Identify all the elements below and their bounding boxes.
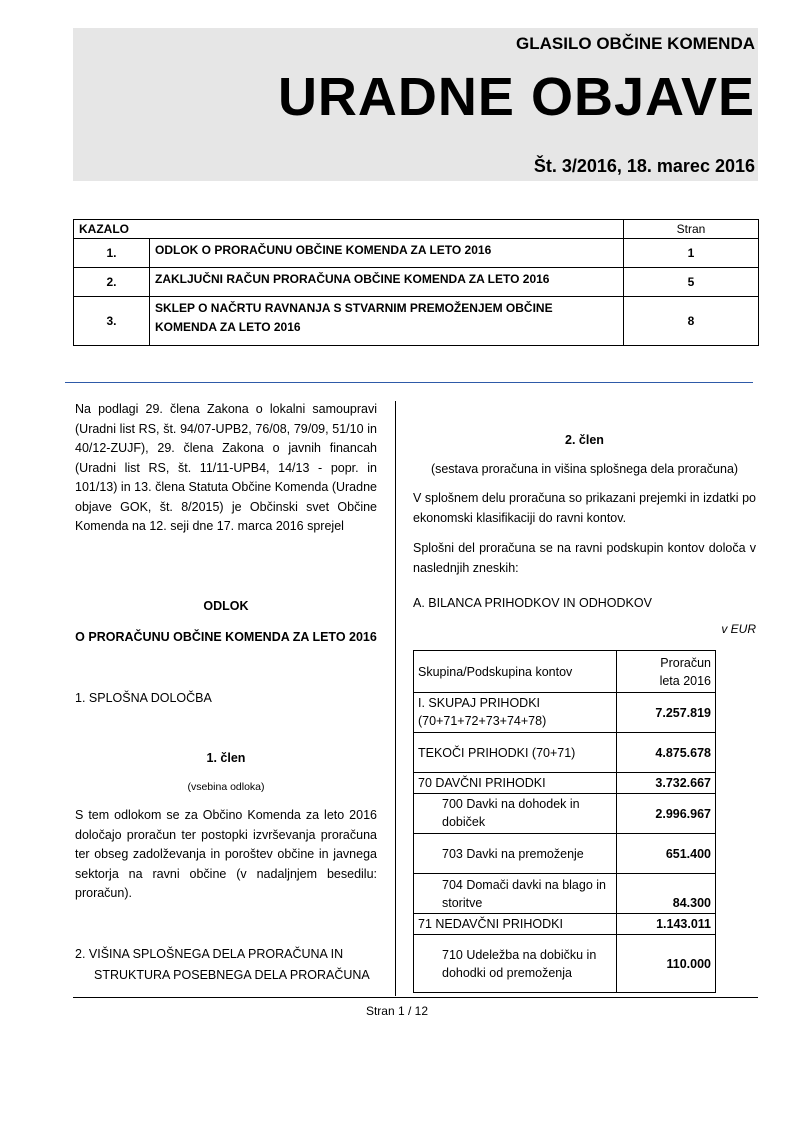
- row-label: TEKOČI PRIHODKI (70+71): [414, 733, 617, 773]
- bilanca-heading: A. BILANCA PRIHODKOV IN ODHODKOV: [413, 596, 652, 610]
- row-amount: 2.996.967: [617, 794, 716, 834]
- toc-item-number: 2.: [74, 268, 150, 297]
- toc-item-page: 5: [624, 268, 759, 297]
- column-header-budget-line: Proračun: [660, 655, 711, 670]
- row-label: 700 Davki na dohodek in dobiček: [414, 794, 617, 834]
- table-row: [414, 874, 716, 914]
- toc-item-title-line: SKLEP O NAČRTU RAVNANJA S STVARNIM PREMOŽENJEM OBČINE: [155, 301, 553, 315]
- article-2-paragraph-1: V splošnem delu proračuna so prikazani prejemki in izdatki po ekonomski klasifikaciji do ravni kontov.: [413, 491, 756, 525]
- toc-row[interactable]: [74, 297, 759, 346]
- table-row: [414, 794, 716, 834]
- row-amount: 4.875.678: [617, 733, 716, 773]
- toc-row[interactable]: [74, 239, 759, 268]
- column-header-budget: [617, 651, 716, 693]
- toc-header-page: Stran: [624, 220, 759, 239]
- page-number: Stran 1 / 12: [365, 1004, 429, 1018]
- row-amount: 7.257.819: [617, 693, 716, 733]
- toc-item-page: 1: [624, 239, 759, 268]
- article-1-text: S tem odlokom se za Občino Komenda za leto 2016 določajo proračun ter postopki izvrševanja proračuna ter obseg zadolževanja in poroštev občine in javnega sektorja na ravni občine (v nadaljnjem besedilu: proračun).: [75, 808, 377, 900]
- column-header-group: Skupina/Podskupina kontov: [414, 651, 617, 693]
- bilanca-table: [413, 650, 716, 993]
- table-row: [414, 935, 716, 993]
- table-of-contents: [73, 219, 759, 346]
- currency-unit: v EUR: [721, 622, 756, 636]
- row-label: 70 DAVČNI PRIHODKI: [414, 773, 617, 794]
- odlok-heading: ODLOK: [203, 599, 249, 613]
- section-heading-2-line2: STRUKTURA POSEBNEGA DELA PRORAČUNA: [94, 968, 370, 982]
- footer-separator: [73, 997, 758, 998]
- section-separator: [65, 382, 753, 383]
- row-amount: 3.732.667: [617, 773, 716, 794]
- row-label: 710 Udeležba na dobičku in dohodki od premoženja: [414, 935, 617, 993]
- toc-item-title-line: KOMENDA ZA LETO 2016: [155, 320, 301, 334]
- row-label: I. SKUPAJ PRIHODKI (70+71+72+73+74+78): [414, 693, 617, 733]
- row-label: 704 Domači davki na blago in storitve: [414, 874, 617, 914]
- toc-item-title[interactable]: [150, 297, 624, 346]
- table-header-row: [414, 651, 716, 693]
- toc-row[interactable]: [74, 268, 759, 297]
- article-2-paragraph-2: Splošni del proračuna se na ravni podskupin kontov določa v naslednjih zneskih:: [413, 541, 756, 575]
- row-amount: 84.300: [617, 874, 716, 914]
- article-1-heading: 1. člen: [206, 751, 246, 765]
- odlok-title: O PRORAČUNU OBČINE KOMENDA ZA LETO 2016: [75, 630, 377, 644]
- article-2-heading: 2. člen: [565, 433, 604, 447]
- article-1-subtitle: (vsebina odloka): [187, 781, 265, 793]
- table-row: [414, 914, 716, 935]
- toc-item-title[interactable]: ZAKLJUČNI RAČUN PRORAČUNA OBČINE KOMENDA ZA LETO 2016: [150, 268, 624, 297]
- row-amount: 651.400: [617, 834, 716, 874]
- section-heading-1: 1. SPLOŠNA DOLOČBA: [75, 691, 212, 705]
- toc-header-row: [74, 220, 759, 239]
- table-row: [414, 834, 716, 874]
- row-amount: 1.143.011: [617, 914, 716, 935]
- toc-item-title[interactable]: ODLOK O PRORAČUNU OBČINE KOMENDA ZA LETO 2016: [150, 239, 624, 268]
- row-amount: 110.000: [617, 935, 716, 993]
- toc-header-label: KAZALO: [74, 220, 624, 239]
- toc-item-number: 1.: [74, 239, 150, 268]
- toc-item-number: 3.: [74, 297, 150, 346]
- publication-title: URADNE OBJAVE: [277, 67, 755, 127]
- masthead: [73, 28, 758, 181]
- publisher-name: GLASILO OBČINE KOMENDA: [516, 34, 755, 53]
- table-row: [414, 733, 716, 773]
- column-divider: [395, 401, 396, 996]
- column-header-budget-line: leta 2016: [659, 673, 711, 688]
- article-2-subtitle: (sestava proračuna in višina splošnega dela proračuna): [430, 462, 739, 476]
- row-label: 71 NEDAVČNI PRIHODKI: [414, 914, 617, 935]
- table-row: [414, 693, 716, 733]
- section-heading-2-line1: 2. VIŠINA SPLOŠNEGA DELA PRORAČUNA IN: [75, 947, 344, 961]
- table-row: [414, 773, 716, 794]
- intro-paragraph: Na podlagi 29. člena Zakona o lokalni samoupravi (Uradni list RS, št. 94/07-UPB2, 76/08, 79/09, 51/10 in 40/12-ZUJF), 29. člena Zakona o javnih financah (Uradni list RS, št. 11/11-UPB4, 14/13 - popr. in 101/13) in 13. člena Statuta Občine Komenda (Uradne objave GOK, št. 8/2015) je Občinski svet Občine Komenda na 12. seji dne 17. marca 2016 sprejel: [75, 402, 377, 533]
- toc-item-page: 8: [624, 297, 759, 346]
- issue-number: Št. 3/2016, 18. marec 2016: [533, 156, 755, 176]
- row-label: 703 Davki na premoženje: [414, 834, 617, 874]
